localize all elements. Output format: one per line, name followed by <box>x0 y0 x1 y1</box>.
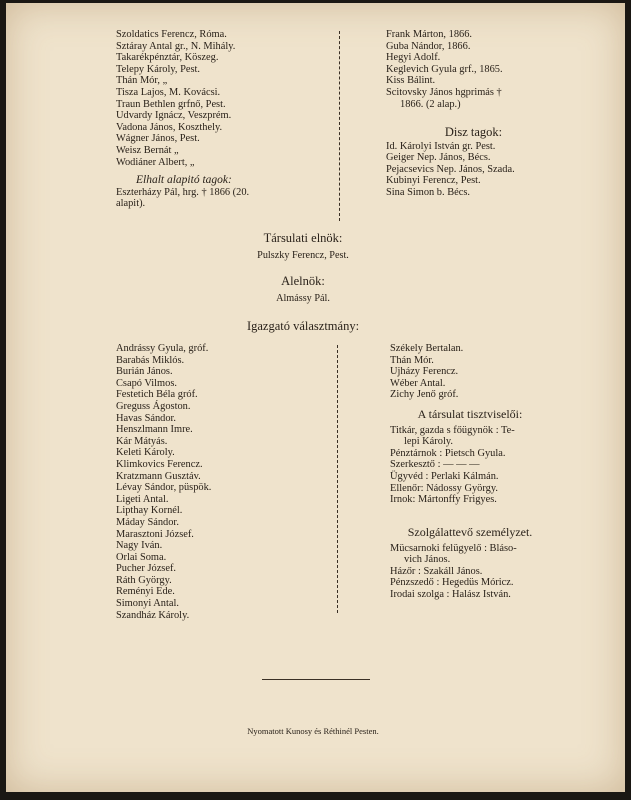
member-entry: Traun Bethlen grfnő, Pest. <box>116 98 226 110</box>
staff-block <box>390 527 550 601</box>
members-list-left <box>116 29 235 168</box>
board-member-entry: Lipthay Kornél. <box>116 505 183 517</box>
board-member-entry: Greguss Ágoston. <box>116 400 191 412</box>
board-member-entry: Klimkovics Ferencz. <box>116 458 203 470</box>
board-member-entry: Reményi Ede. <box>116 586 175 598</box>
official-entry: Ellenőr: Nádossy György. <box>390 482 498 494</box>
honorary-member-entry: Id. Károlyi István gr. Pest. <box>386 140 496 152</box>
member-entry: Wodiáner Albert, „ <box>116 156 195 168</box>
officials-title: A társulat tisztviselői: <box>417 407 523 421</box>
member-entry: Telepy Károly, Pest. <box>116 63 201 75</box>
board-member-entry: Máday Sándor. <box>116 516 179 528</box>
official-entry: lepi Károly. <box>404 436 453 448</box>
printer-imprint: Nyomatott Kunosy és Réthinél Pesten. <box>247 726 379 736</box>
officials-block <box>390 409 550 506</box>
member-entry: Udvardy Ignácz, Veszprém. <box>116 110 232 122</box>
board-member-entry: Thán Mór. <box>390 354 434 366</box>
board-member-entry: Ligeti Antal. <box>116 493 169 505</box>
board-member-entry: Székely Bertalan. <box>390 343 464 354</box>
president-name: Pulszky Ferencz, Pest. <box>257 250 349 261</box>
member-entry: Keglevich Gyula grf., 1865. <box>386 63 503 75</box>
column-divider-bottom <box>337 345 338 613</box>
founding-member-line: alapit). <box>116 198 146 210</box>
board-member-entry: Kár Mátyás. <box>116 435 168 447</box>
founding-member-line: Eszterházy Pál, hrg. † 1866 (20. <box>116 186 250 198</box>
board-member-entry: Orlai Soma. <box>116 551 167 563</box>
member-entry: Szoldatics Ferencz, Róma. <box>116 29 227 40</box>
board-member-entry: Marasztoni József. <box>116 528 194 540</box>
staff-entry: Mücsarnoki felügyelő : Bláso- <box>390 542 517 554</box>
founding-members-list <box>116 187 249 210</box>
honorary-member-entry: Pejacsevics Nep. János, Szada. <box>386 163 515 175</box>
member-entry: 1866. (2 alap.) <box>400 98 461 110</box>
official-entry: Titkár, gazda s főügynök : Te- <box>390 424 515 436</box>
board-member-entry: Ráth György. <box>116 574 172 586</box>
board-member-entry: Simonyi Antal. <box>116 598 179 610</box>
official-entry: Irnok: Mártonffy Frigyes. <box>390 494 497 506</box>
board-member-entry: Andrássy Gyula, gróf. <box>116 343 209 354</box>
board-member-entry: Keleti Károly. <box>116 447 175 459</box>
document-page <box>6 3 625 792</box>
board-member-entry: Wéber Antal. <box>390 377 446 389</box>
honorary-member-entry: Sina Simon b. Bécs. <box>386 186 470 198</box>
member-entry: Kiss Bálint. <box>386 75 436 87</box>
staff-title: Szolgálattevő személyzet. <box>407 525 533 539</box>
official-entry: Szerkesztő : — — — <box>390 459 480 471</box>
honorary-member-entry: Geiger Nep. János, Bécs. <box>386 152 491 164</box>
official-entry: Ügyvéd : Perlaki Kálmán. <box>390 470 499 482</box>
member-entry: Tisza Lajos, M. Kovácsi. <box>116 86 221 98</box>
member-entry: Thán Mór, „ <box>116 75 168 87</box>
board-member-entry: Zichy Jenő gróf. <box>390 389 459 401</box>
board-member-entry: Nagy Iván. <box>116 540 163 552</box>
staff-entry: Házőr : Szakáll János. <box>390 565 483 577</box>
board-member-entry: Havas Sándor. <box>116 412 177 424</box>
board-member-entry: Ujházy Ferencz. <box>390 366 459 378</box>
member-entry: Wágner János, Pest. <box>116 133 200 145</box>
staff-entry: Irodai szolga : Halász István. <box>390 588 511 600</box>
board-members-left <box>116 343 211 621</box>
board-member-entry: Szandház Károly. <box>116 609 190 621</box>
officials-list <box>390 425 550 506</box>
founding-members-block <box>116 175 249 210</box>
column-divider-top <box>339 31 340 221</box>
founding-members-title: Elhalt alapitó tagok: <box>136 174 232 186</box>
board-title: Igazgató választmány: <box>246 319 360 333</box>
board-member-entry: Lévay Sándor, püspök. <box>116 482 212 494</box>
board-member-entry: Burián János. <box>116 366 173 378</box>
vice-president-title: Alelnök: <box>281 274 325 288</box>
board-member-entry: Kratzmann Gusztáv. <box>116 470 201 482</box>
member-entry: Frank Márton, 1866. <box>386 29 473 40</box>
board-member-entry: Barabás Miklós. <box>116 354 185 366</box>
bottom-divider <box>262 679 370 680</box>
member-entry: Hegyi Adolf. <box>386 52 441 64</box>
member-entry: Vadona János, Koszthely. <box>116 121 223 133</box>
honorary-members-list <box>386 141 561 199</box>
official-entry: Pénztárnok : Pietsch Gyula. <box>390 447 506 459</box>
member-entry: Weisz Bernát „ <box>116 144 179 156</box>
honorary-member-entry: Kubinyi Ferencz, Pest. <box>386 175 481 187</box>
honorary-members-title: Disz tagok: <box>444 125 503 139</box>
staff-entry: vich János. <box>404 554 451 566</box>
member-entry: Sztáray Antal gr., N. Mihály. <box>116 40 236 52</box>
member-entry: Scitovsky János hgprimás † <box>386 86 502 98</box>
president-title: Társulati elnök: <box>263 231 343 245</box>
staff-entry: Pénzszedő : Hegedüs Móricz. <box>390 577 514 589</box>
board-member-entry: Henszlmann Imre. <box>116 424 193 436</box>
board-member-entry: Pucher József. <box>116 563 177 575</box>
members-list-right <box>386 29 503 110</box>
vice-president-name: Almássy Pál. <box>276 293 330 304</box>
member-entry: Takarékpénztár, Köszeg. <box>116 52 219 64</box>
member-entry: Guba Nándor, 1866. <box>386 40 471 52</box>
staff-list <box>390 543 550 601</box>
honorary-members-block <box>386 127 561 199</box>
board-member-entry: Csapó Vilmos. <box>116 377 177 389</box>
board-members-right <box>390 343 463 401</box>
board-member-entry: Festetich Béla gróf. <box>116 389 198 401</box>
